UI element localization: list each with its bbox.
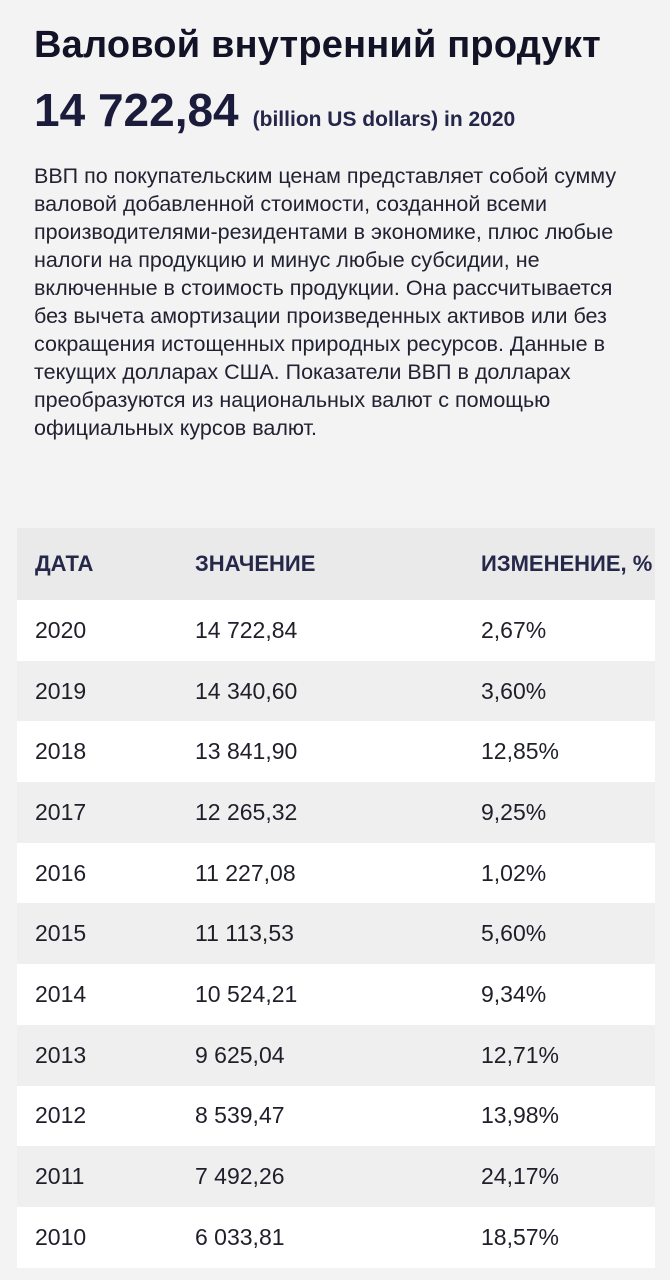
cell-change: 9,34% xyxy=(481,980,547,1007)
cell-value: 10 524,21 xyxy=(195,980,298,1007)
table-row xyxy=(17,964,655,1025)
headline-value: 14 722,84 xyxy=(34,84,239,136)
cell-value: 7 492,26 xyxy=(195,1163,285,1190)
column-header-value: ЗНАЧЕНИЕ xyxy=(195,551,316,576)
cell-change: 12,71% xyxy=(481,1041,560,1068)
table-row xyxy=(17,1207,655,1268)
cell-value: 6 033,81 xyxy=(195,1223,285,1250)
cell-value: 14 340,60 xyxy=(195,677,298,704)
cell-date: 2015 xyxy=(35,920,87,947)
cell-change: 1,02% xyxy=(481,859,547,886)
cell-date: 2010 xyxy=(35,1223,87,1250)
cell-change: 12,85% xyxy=(481,738,560,765)
cell-value: 13 841,90 xyxy=(195,738,298,765)
cell-date: 2011 xyxy=(35,1163,85,1190)
cell-date: 2016 xyxy=(35,859,87,886)
cell-date: 2014 xyxy=(35,980,87,1007)
cell-change: 18,57% xyxy=(481,1223,560,1250)
column-header-date: ДАТА xyxy=(35,551,94,576)
cell-date: 2018 xyxy=(35,738,87,765)
page-title: Валовой внутренний продукт xyxy=(34,24,601,66)
cell-date: 2012 xyxy=(35,1102,87,1129)
table-row xyxy=(17,661,655,722)
cell-value: 14 722,84 xyxy=(195,616,298,643)
cell-date: 2019 xyxy=(35,677,87,704)
cell-value: 11 113,53 xyxy=(195,920,294,947)
table-row xyxy=(17,1025,655,1086)
cell-value: 11 227,08 xyxy=(195,859,296,886)
cell-change: 13,98% xyxy=(481,1102,560,1129)
table-row xyxy=(17,843,655,904)
cell-date: 2017 xyxy=(35,798,87,825)
cell-value: 9 625,04 xyxy=(195,1041,285,1068)
table-row xyxy=(17,721,655,782)
table-row xyxy=(17,1146,655,1207)
description-text: ВВП по покупательским ценам представляет собой сумму валовой добавленной стоимости, созданной всеми производителями-резидентами в экономике, плюс любые налоги на продукцию и минус любые субсидии, не включенные в стоимость продукции. Она рассчитывается без вычета амортизации произведенных активов или без сокращения истощенных природных ресурсов. Данные в текущих долларах США. Показатели ВВП в долларах преобразуются из национальных валют с помощью официальных курсов валют. xyxy=(34,164,617,440)
headline-unit: (billion US dollars) in 2020 xyxy=(252,108,516,131)
column-header-change: ИЗМЕНЕНИЕ, % xyxy=(481,551,653,576)
cell-date: 2013 xyxy=(35,1041,87,1068)
table-row xyxy=(17,903,655,964)
table-header-row xyxy=(17,528,655,600)
gdp-table xyxy=(17,528,655,1268)
cell-value: 8 539,47 xyxy=(195,1102,285,1129)
cell-value: 12 265,32 xyxy=(195,798,298,825)
cell-change: 9,25% xyxy=(481,798,547,825)
cell-change: 2,67% xyxy=(481,616,547,643)
cell-change: 24,17% xyxy=(481,1163,560,1190)
headline-row xyxy=(34,84,515,136)
table-row xyxy=(17,782,655,843)
table-row xyxy=(17,600,655,661)
cell-date: 2020 xyxy=(35,616,87,643)
cell-change: 5,60% xyxy=(481,920,547,947)
cell-change: 3,60% xyxy=(481,677,547,704)
table-row xyxy=(17,1086,655,1147)
